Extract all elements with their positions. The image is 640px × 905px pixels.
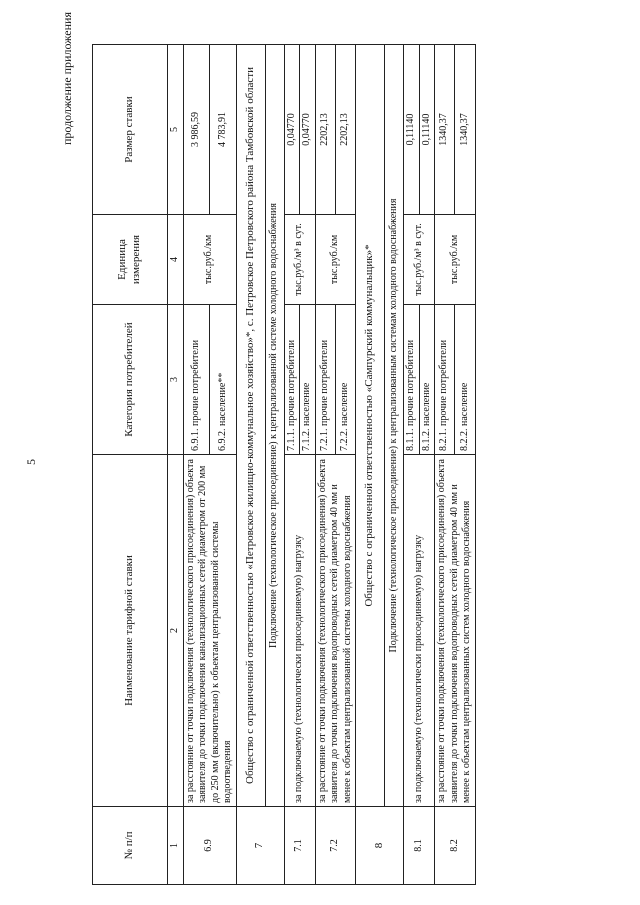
consumer-category: 7.2.1. прочие потребители bbox=[315, 305, 335, 455]
organization-row bbox=[356, 45, 385, 885]
header-num: № п/п bbox=[93, 807, 168, 885]
rate-value: 0,11140 bbox=[419, 45, 435, 215]
consumer-category: 8.2.1. прочие потребители bbox=[435, 305, 455, 455]
row-number: 7.1 bbox=[284, 807, 315, 885]
section-title: Подключение (технологическое присоединение) к централизованной системе холодного водоснабжения bbox=[265, 45, 284, 807]
consumer-category: 8.2.2. население bbox=[455, 305, 475, 455]
column-number: 3 bbox=[168, 305, 184, 455]
rate-value: 2202,13 bbox=[315, 45, 335, 215]
unit: тыс.руб./км bbox=[183, 215, 236, 305]
column-number: 4 bbox=[168, 215, 184, 305]
consumer-category: 6.9.1. прочие потребители bbox=[183, 305, 210, 455]
consumer-category: 8.1.1. прочие потребители bbox=[404, 305, 420, 455]
page-number: 5 bbox=[24, 459, 38, 465]
row-number: 8.1 bbox=[404, 807, 435, 885]
rate-value: 1340,37 bbox=[455, 45, 475, 215]
consumer-category: 8.1.2. население bbox=[419, 305, 435, 455]
header-unit: Единица измерения bbox=[93, 215, 168, 305]
unit: тыс.руб./м³ в сут. bbox=[404, 215, 435, 305]
section-title: Подключение (технологическое присоединение) к централизованным системам холодного водоснабжения bbox=[385, 45, 404, 807]
rate-name: за расстояние от точки подключения (технологического присоединения) объекта заявителя до точки подключения канализационных сетей диаметром от 200 мм до 250 мм (включительно) к объектам централизованной системы водоотведения bbox=[183, 455, 236, 807]
column-number-row bbox=[168, 45, 184, 885]
rate-value: 4 783,91 bbox=[210, 45, 237, 215]
organization-row bbox=[236, 45, 265, 885]
rate-name: за расстояние от точки подключения (технологического присоединения) объекта заявителя до точки подключения водопроводных сетей диаметром 40 мм и менее к объектам централизованной системы холодного водоснабжения bbox=[315, 455, 356, 807]
rate-name: за расстояние от точки подключения (технологического присоединения) объекта заявителя до точки подключения водопроводных сетей диаметром 40 мм и менее к объектам централизованных систем холодного водоснабжения bbox=[435, 455, 476, 807]
consumer-category: 7.1.1. прочие потребители bbox=[284, 305, 300, 455]
row-number: 7.2 bbox=[315, 807, 356, 885]
rate-value: 0,11140 bbox=[404, 45, 420, 215]
table-row bbox=[435, 45, 455, 885]
row-number: 8.2 bbox=[435, 807, 476, 885]
column-number: 2 bbox=[168, 455, 184, 807]
rate-value: 2202,13 bbox=[335, 45, 355, 215]
consumer-category: 7.2.2. население bbox=[335, 305, 355, 455]
table-row bbox=[315, 45, 335, 885]
rate-value: 0,04770 bbox=[284, 45, 300, 215]
unit: тыс.руб./м³ в сут. bbox=[284, 215, 315, 305]
rate-name: за подключаемую (технологически присоединяемую) нагрузку bbox=[404, 455, 435, 807]
section-row bbox=[265, 45, 284, 885]
tariff-table bbox=[92, 44, 476, 885]
organization-name: Общество с ограниченной ответственностью «Сампурский коммунальщик»* bbox=[356, 45, 385, 807]
header-category: Категория потребителей bbox=[93, 305, 168, 455]
organization-name: Общество с ограниченной ответственностью «Петровское жилищно-коммунальное хозяйство»*, с. Петровское Петровского района Тамбовской области bbox=[236, 45, 265, 807]
section-row bbox=[385, 45, 404, 885]
header-name: Наименование тарифной ставки bbox=[93, 455, 168, 807]
rate-value: 3 986,59 bbox=[183, 45, 210, 215]
table-header-row bbox=[93, 45, 168, 885]
unit: тыс.руб./км bbox=[315, 215, 356, 305]
continuation-note: продолжение приложения bbox=[60, 12, 74, 145]
rate-value: 0,04770 bbox=[300, 45, 316, 215]
table-row bbox=[284, 45, 300, 885]
row-number: 6.9 bbox=[183, 807, 236, 885]
consumer-category: 6.9.2. население** bbox=[210, 305, 237, 455]
rate-name: за подключаемую (технологически присоединяемую) нагрузку bbox=[284, 455, 315, 807]
column-number: 5 bbox=[168, 45, 184, 215]
table-row bbox=[183, 45, 210, 885]
rate-value: 1340,37 bbox=[435, 45, 455, 215]
header-rate: Размер ставки bbox=[93, 45, 168, 215]
unit: тыс.руб./км bbox=[435, 215, 476, 305]
column-number: 1 bbox=[168, 807, 184, 885]
row-number: 7 bbox=[236, 807, 284, 885]
row-number: 8 bbox=[356, 807, 404, 885]
consumer-category: 7.1.2. население bbox=[300, 305, 316, 455]
table-row bbox=[404, 45, 420, 885]
